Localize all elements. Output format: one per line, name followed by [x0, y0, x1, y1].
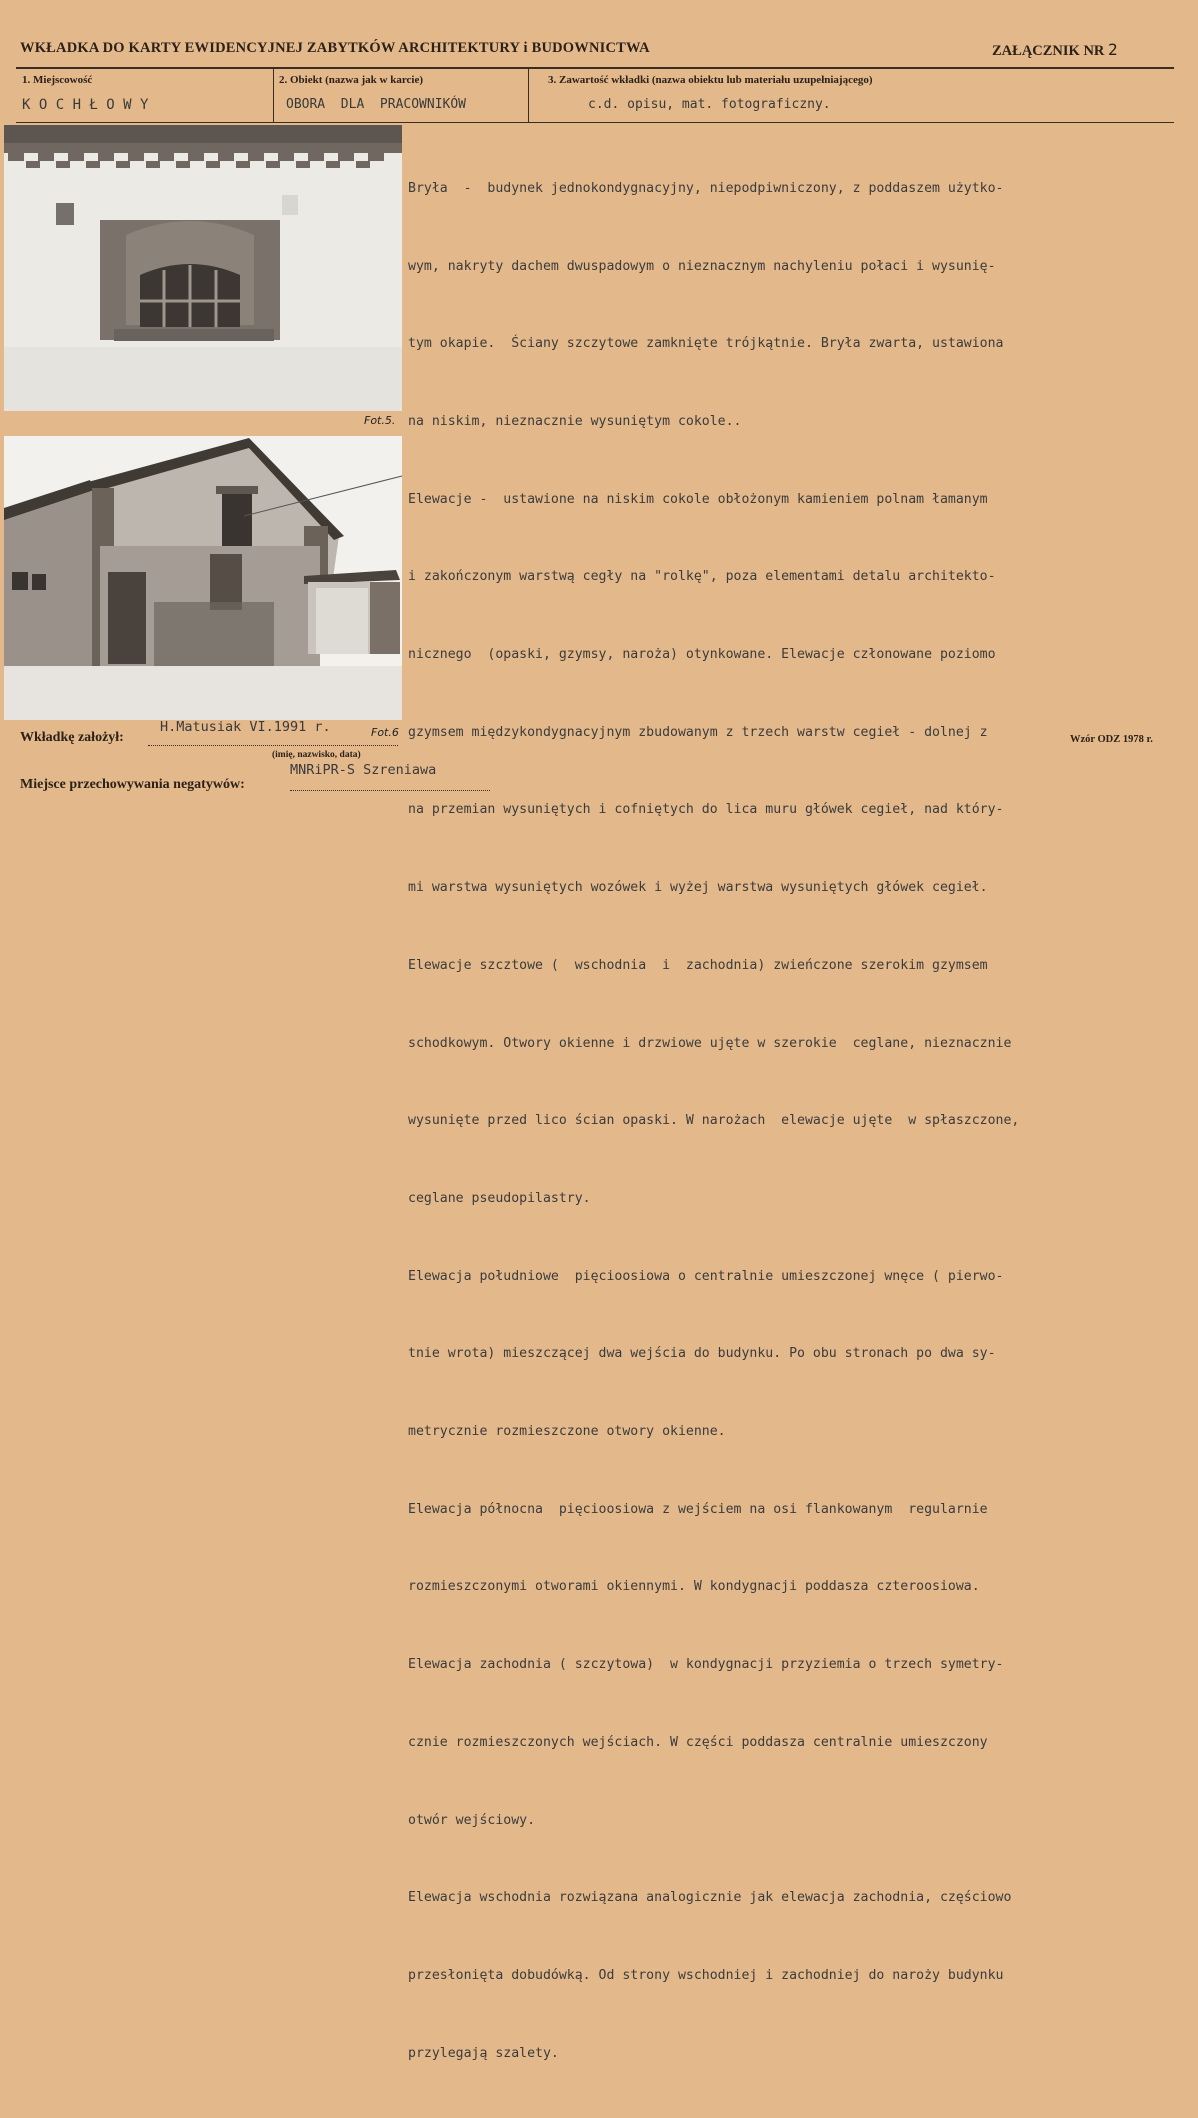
description-line: ceglane pseudopilastry. [408, 1190, 591, 1206]
field-divider-2 [528, 68, 529, 123]
annex-label-text: ZAŁĄCZNIK NR [992, 43, 1105, 59]
form-code: Wzór ODZ 1978 r. [1070, 734, 1153, 745]
content-value: c.d. opisu, mat. fotograficzny. [588, 97, 831, 112]
building-view-image [4, 436, 402, 720]
content-label: 3. Zawartość wkładki (nazwa obiektu lub materiału uzupełniającego) [548, 74, 873, 86]
description-line: otwór wejściowy. [408, 1812, 536, 1828]
field-divider-1 [273, 68, 274, 123]
description-line: gzymsem międzykondygnacyjnym zbudowanym z trzech warstw cegieł - dolnej z [408, 724, 988, 740]
description-line: mi warstwa wysuniętych wozówek i wyżej warstwa wysuniętych główek cegieł. [408, 880, 988, 896]
description-line: nicznego (opaski, gzymsy, naroża) otynkowane. Elewacje członowane poziomo [408, 647, 996, 663]
author-value: H.Matusiak VI.1991 r. [160, 719, 331, 735]
description-line: i zakończonym warstwą cegły na "rolkę", poza elementami detalu architekto- [408, 569, 996, 585]
author-sublabel: (imię, nazwisko, data) [272, 750, 361, 760]
author-dotted-line [148, 745, 398, 746]
photo5-caption: Fot.5. [364, 414, 396, 427]
description-line: przylegają szalety. [408, 2045, 559, 2061]
annex-label [992, 40, 1118, 60]
storage-dotted-line [290, 790, 490, 791]
window-detail-image [4, 125, 402, 411]
description-line: schodkowym. Otwory okienne i drzwiowe ujęte w szerokie ceglane, nieznacznie [408, 1035, 1012, 1051]
description-line: tym okapie. Ściany szczytowe zamknięte trójkątnie. Bryła zwarta, ustawiona [408, 336, 1004, 352]
storage-value: MNRiPR-S Szreniawa [290, 762, 437, 778]
description-line: na niskim, nieznacznie wysuniętym cokole.. [408, 413, 742, 429]
description-line: wysunięte przed lico ścian opaski. W narożach elewacje ujęte w spłaszczone, [408, 1113, 1020, 1129]
description-text [408, 124, 1188, 2118]
description-line: Elewacje - ustawione na niskim cokole obłożonym kamieniem polnam łamanym [408, 491, 988, 507]
card-title: WKŁADKA DO KARTY EWIDENCYJNEJ ZABYTKÓW ARCHITEKTURY i BUDOWNICTWA [20, 40, 650, 56]
locality-value: K O C H Ł O W Y [22, 97, 149, 113]
description-line: przesłonięta dobudówką. Od strony wschodniej i zachodniej do naroży budynku [408, 1967, 1004, 1983]
description-line: Elewacje szcztowe ( wschodnia i zachodnia) zwieńczone szerokim gzymsem [408, 957, 988, 973]
description-line: cznie rozmieszczonych wejściach. W części poddasza centralnie umieszczony [408, 1734, 988, 1750]
author-label: Wkładkę założył: [20, 730, 124, 745]
object-value: OBORA DLA PRACOWNIKÓW [286, 97, 467, 112]
locality-label: 1. Miejscowość [22, 74, 93, 86]
object-label: 2. Obiekt (nazwa jak w karcie) [279, 74, 424, 86]
storage-label: Miejsce przechowywania negatywów: [20, 777, 245, 792]
description-line: Elewacja północna pięcioosiowa z wejściem na osi flankowanym regularnie [408, 1501, 988, 1517]
fields-bottom-rule [16, 122, 1174, 123]
description-line: Elewacja południowe pięcioosiowa o centralnie umieszczonej wnęce ( pierwo- [408, 1268, 1004, 1284]
description-line: Elewacja wschodnia rozwiązana analogicznie jak elewacja zachodnia, częściowo [408, 1890, 1012, 1906]
description-line: Bryła - budynek jednokondygnacyjny, niepodpiwniczony, z poddaszem użytko- [408, 180, 1004, 196]
annex-number: 2 [1108, 40, 1118, 59]
photo6-caption: Fot.6 [371, 726, 399, 739]
description-line: wym, nakryty dachem dwuspadowym o nieznacznym nachyleniu połaci i wysunię- [408, 258, 996, 274]
photo-window-detail [4, 125, 402, 411]
description-line: rozmieszczonymi otworami okiennymi. W kondygnacji poddasza czteroosiowa. [408, 1579, 980, 1595]
photo-building-view [4, 436, 402, 720]
header-rule [16, 67, 1174, 69]
description-line: na przemian wysuniętych i cofniętych do lica muru główek cegieł, nad który- [408, 802, 1004, 818]
description-line: Elewacja zachodnia ( szczytowa) w kondygnacji przyziemia o trzech symetry- [408, 1657, 1004, 1673]
description-line: metrycznie rozmieszczone otwory okienne. [408, 1424, 726, 1440]
description-line: tnie wrota) mieszczącej dwa wejścia do budynku. Po obu stronach po dwa sy- [408, 1346, 996, 1362]
